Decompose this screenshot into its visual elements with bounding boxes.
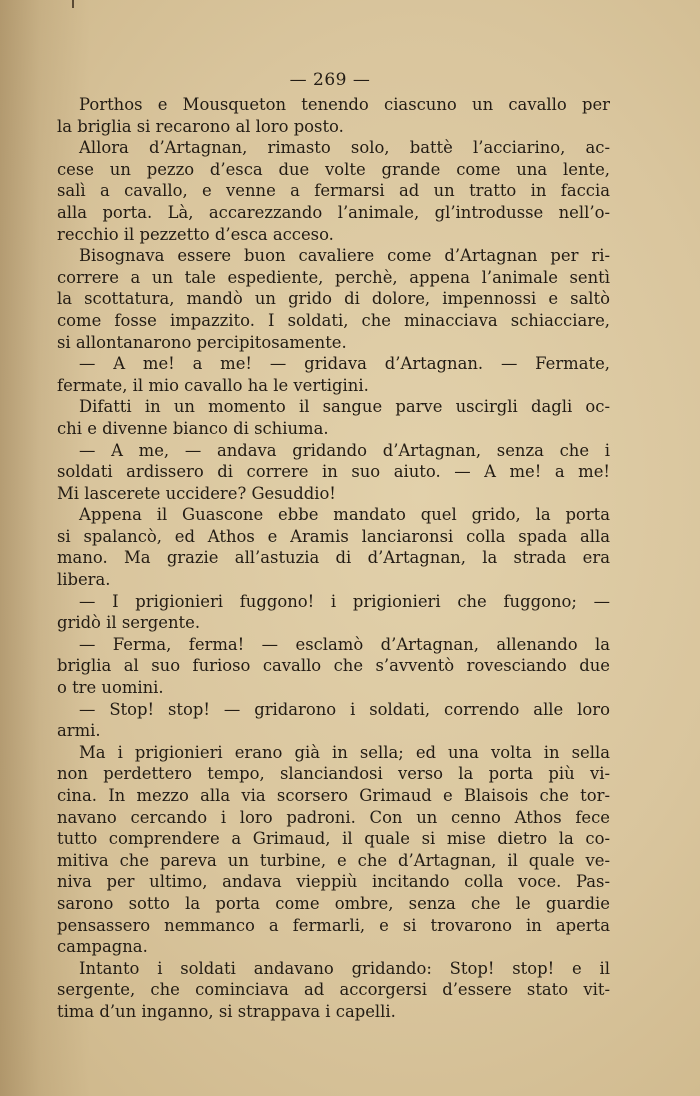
paragraph <box>57 94 610 137</box>
page-number: — 269 — <box>289 70 371 90</box>
text-line: — Stop! stop! — gridarono i soldati, correndo alle loro <box>79 699 610 719</box>
body-text <box>57 94 610 1023</box>
paragraph <box>57 440 610 505</box>
text-line: si allontanarono percipitosamente. <box>57 332 347 352</box>
text-line: fermate, il mio cavallo ha le vertigini. <box>57 375 369 395</box>
text-line: Bisognava essere buon cavaliere come d’Artagnan per ri- <box>79 246 610 266</box>
text-line: non perdettero tempo, slanciandosi verso la porta più vi- <box>57 764 610 784</box>
text-line: Intanto i soldati andavano gridando: Stop! stop! e il <box>79 958 610 978</box>
paragraph <box>57 958 610 1023</box>
text-line: Mi lascerete uccidere? Gesuddio! <box>57 483 336 503</box>
text-line: gridò il sergente. <box>57 613 201 633</box>
text-line: alla porta. Là, accarezzando l’animale, gl’introdusse nell’o- <box>57 202 610 222</box>
text-line: soldati ardissero di correre in suo aiuto. — A me! a me! <box>57 462 610 482</box>
text-line: mano. Ma grazie all’astuzia di d’Artagnan, la strada era <box>57 548 610 568</box>
text-line: cina. In mezzo alla via scorsero Grimaud e Blaisois che tor- <box>57 786 610 805</box>
text-line: — A me, — andava gridando d’Artagnan, senza che i <box>79 440 610 460</box>
text-line: mitiva che pareva un turbine, e che d’Artagnan, il quale ve- <box>57 850 610 870</box>
paragraph <box>57 396 610 439</box>
text-line: campagna. <box>57 937 148 957</box>
paragraph <box>57 699 610 742</box>
text-line: salì a cavallo, e venne a fermarsi ad un tratto in faccia <box>57 181 610 201</box>
text-line: libera. <box>57 570 111 590</box>
text-line: la scottatura, mandò un grido di dolore, impennossi e saltò <box>57 289 610 309</box>
text-line: recchio il pezzetto d’esca acceso. <box>57 224 334 244</box>
text-line: la briglia si recarono al loro posto. <box>57 116 344 136</box>
text-line: — Ferma, ferma! — esclamò d’Artagnan, allenando la <box>79 634 610 654</box>
text-line: niva per ultimo, andava vieppiù incitando colla voce. Pas- <box>57 872 610 892</box>
text-line: come fosse impazzito. I soldati, che minacciava schiacciare, <box>57 310 610 330</box>
text-line: sarono sotto la porta come ombre, senza che le guardie <box>57 893 610 913</box>
paragraph <box>57 504 610 590</box>
paragraph <box>57 634 610 699</box>
paragraph <box>57 742 610 958</box>
text-line: Appena il Guascone ebbe mandato quel grido, la porta <box>79 505 610 525</box>
text-line: correre a un tale espediente, perchè, appena l’animale sentì <box>57 267 610 287</box>
paragraph <box>57 353 610 396</box>
text-line: — A me! a me! — gridava d’Artagnan. — Fermate, <box>79 354 610 374</box>
text-line: Porthos e Mousqueton tenendo ciascuno un cavallo per <box>79 95 610 114</box>
text-line: cese un pezzo d’esca due volte grande come una lente, <box>57 159 610 179</box>
text-line: pensassero nemmanco a fermarli, e si trovarono in aperta <box>57 915 610 935</box>
text-line: navano cercando i loro padroni. Con un cenno Athos fece <box>57 807 610 827</box>
text-line: Allora d’Artagnan, rimasto solo, battè l’acciarino, ac- <box>79 138 610 158</box>
page-edge-mark <box>72 0 74 8</box>
text-line: o tre uomini. <box>57 678 164 698</box>
text-line: — I prigionieri fuggono! i prigionieri che fuggono; — <box>79 591 610 611</box>
paragraph <box>57 137 610 245</box>
text-line: sergente, che cominciava ad accorgersi d’essere stato vit- <box>57 980 610 1000</box>
text-line: chi e divenne bianco di schiuma. <box>57 418 329 438</box>
text-line: armi. <box>57 721 101 741</box>
text-line: briglia al suo furioso cavallo che s’avventò rovesciando due <box>57 656 610 676</box>
paragraph <box>57 591 610 634</box>
text-line: Ma i prigionieri erano già in sella; ed una volta in sella <box>79 742 610 762</box>
text-line: si spalancò, ed Athos e Aramis lanciaronsi colla spada alla <box>57 526 610 546</box>
text-line: Difatti in un momento il sangue parve uscirgli dagli oc- <box>79 397 610 417</box>
paragraph <box>57 245 610 353</box>
text-line: tutto comprendere a Grimaud, il quale si mise dietro la co- <box>57 829 610 849</box>
text-line: tima d’un inganno, si strappava i capelli. <box>57 1001 396 1021</box>
